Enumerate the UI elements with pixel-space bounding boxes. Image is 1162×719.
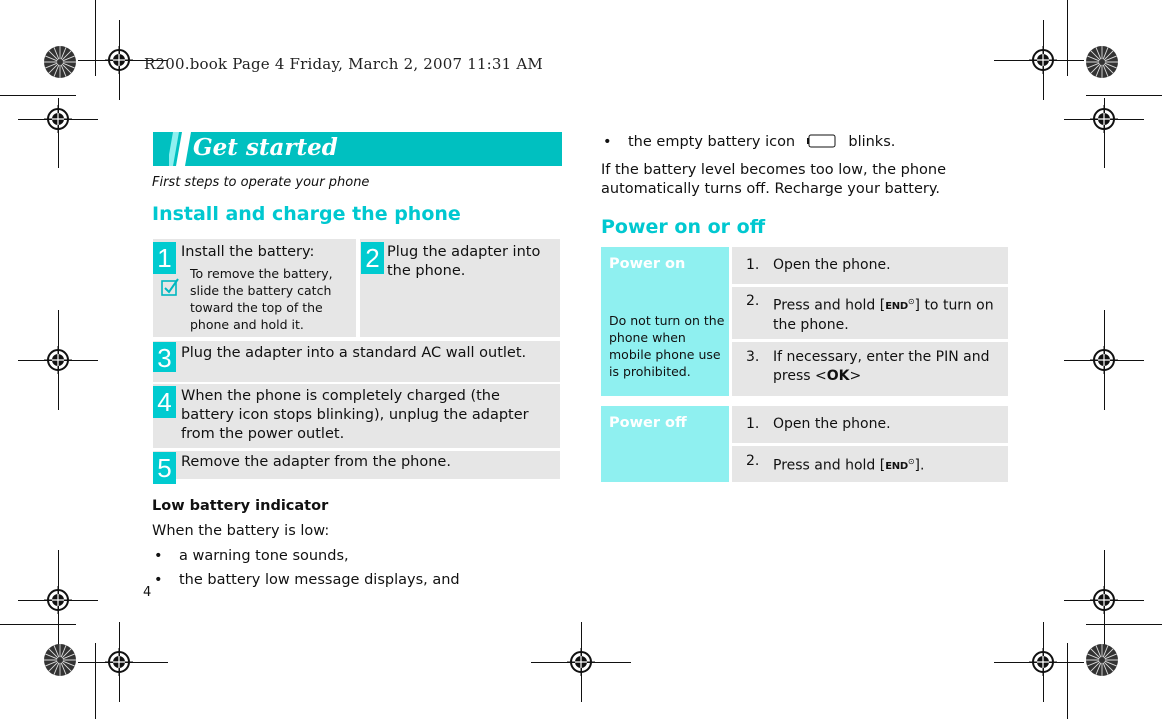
- list-item: • a warning tone sounds,: [179, 547, 349, 566]
- page-subtitle: First steps to operate your phone: [152, 175, 370, 190]
- registration-mark-icon: [1090, 105, 1118, 133]
- starburst-target-icon: [1085, 45, 1119, 79]
- step-number: 2.: [746, 293, 760, 309]
- step-text-part: Press and hold [: [773, 297, 886, 314]
- starburst-target-icon: [1085, 643, 1119, 677]
- step-5: [153, 451, 560, 483]
- list-item: [628, 133, 895, 152]
- step-number: 3: [153, 342, 176, 372]
- section-heading-install: Install and charge the phone: [152, 203, 461, 225]
- step-number: 1.: [746, 257, 760, 273]
- power-off-label: [601, 406, 729, 482]
- power-on-step-2: [732, 287, 1008, 339]
- step-text-part: If necessary, enter the PIN and press <: [773, 349, 990, 384]
- registration-mark-icon: [105, 46, 133, 74]
- step-4: [153, 384, 560, 448]
- section-banner: [153, 132, 562, 166]
- step-number: 1: [153, 242, 176, 274]
- battery-paragraph: If the battery level becomes too low, the phone automatically turns off. Recharge your battery.: [601, 162, 946, 197]
- step-2: [360, 239, 560, 337]
- step-number: 2: [361, 242, 384, 274]
- step-number: 3.: [746, 349, 760, 365]
- step-text: [773, 348, 1003, 386]
- list-item: • the battery low message displays, and: [179, 571, 460, 590]
- registration-mark-icon: [105, 648, 133, 676]
- end-key-icon: END: [885, 460, 908, 472]
- section-heading-power: Power on or off: [601, 216, 766, 238]
- registration-mark-icon: [1090, 346, 1118, 374]
- step-text-part: Press and hold [: [773, 457, 886, 474]
- power-on-title: Power on: [609, 256, 686, 272]
- step-text: Install the battery:: [181, 244, 315, 260]
- step-number: 1.: [746, 416, 760, 432]
- registration-mark-icon: [44, 346, 72, 374]
- banner-stripes-icon: [169, 132, 195, 166]
- page-number: 4: [143, 585, 152, 600]
- registration-mark-icon: [1029, 648, 1057, 676]
- step-text: Plug the adapter into a standard AC wall outlet.: [181, 345, 527, 361]
- power-on-step-1: [732, 247, 1008, 284]
- bullet-text: the empty battery icon: [628, 134, 796, 150]
- power-on-label: [601, 247, 729, 396]
- power-on-note: Do not turn on the phone when mobile phone use is prohibited.: [609, 313, 725, 379]
- power-off-title: Power off: [609, 415, 687, 431]
- step-text: Press and hold [END⊙] to turn on the phone.: [773, 297, 994, 333]
- step-1: [153, 239, 356, 337]
- power-off-step-2: [732, 446, 1008, 482]
- step-note: To remove the battery, slide the battery catch toward the top of the phone and hold it.: [190, 266, 333, 332]
- ok-softkey-label: OK: [826, 368, 850, 384]
- step-text: Open the phone.: [773, 257, 891, 273]
- empty-battery-icon: [806, 133, 838, 149]
- running-head: R200.book Page 4 Friday, March 2, 2007 11:31 AM: [144, 55, 543, 73]
- registration-mark-icon: [1090, 586, 1118, 614]
- step-number: 5: [153, 452, 176, 484]
- bullet-text: blinks.: [848, 134, 896, 150]
- end-key-icon: END: [885, 300, 908, 312]
- step-text: Plug the adapter into the phone.: [387, 244, 541, 279]
- step-text: Press and hold [END⊙].: [773, 457, 925, 474]
- registration-mark-icon: [1029, 46, 1057, 74]
- power-off-step-1: [732, 406, 1008, 443]
- starburst-target-icon: [43, 643, 77, 677]
- step-number: 4: [153, 386, 176, 418]
- checkbox-note-icon: [160, 277, 180, 297]
- power-on-step-3: [732, 342, 1008, 396]
- low-battery-heading: Low battery indicator: [152, 498, 329, 514]
- banner-title: Get started: [193, 134, 338, 161]
- starburst-target-icon: [43, 45, 77, 79]
- step-number: 2.: [746, 453, 760, 469]
- step-3: [153, 341, 560, 382]
- step-text: Remove the adapter from the phone.: [181, 454, 451, 470]
- registration-mark-icon: [567, 648, 595, 676]
- step-text-part: >: [849, 368, 862, 384]
- low-battery-intro: When the battery is low:: [152, 523, 330, 539]
- step-text-part: ] to turn on the phone.: [773, 297, 994, 333]
- registration-mark-icon: [44, 586, 72, 614]
- step-text: Open the phone.: [773, 416, 891, 432]
- registration-mark-icon: [44, 105, 72, 133]
- step-text: When the phone is completely charged (the battery icon stops blinking), unplug the adapter from the power outlet.: [181, 388, 529, 442]
- step-text-part: ].: [914, 457, 925, 474]
